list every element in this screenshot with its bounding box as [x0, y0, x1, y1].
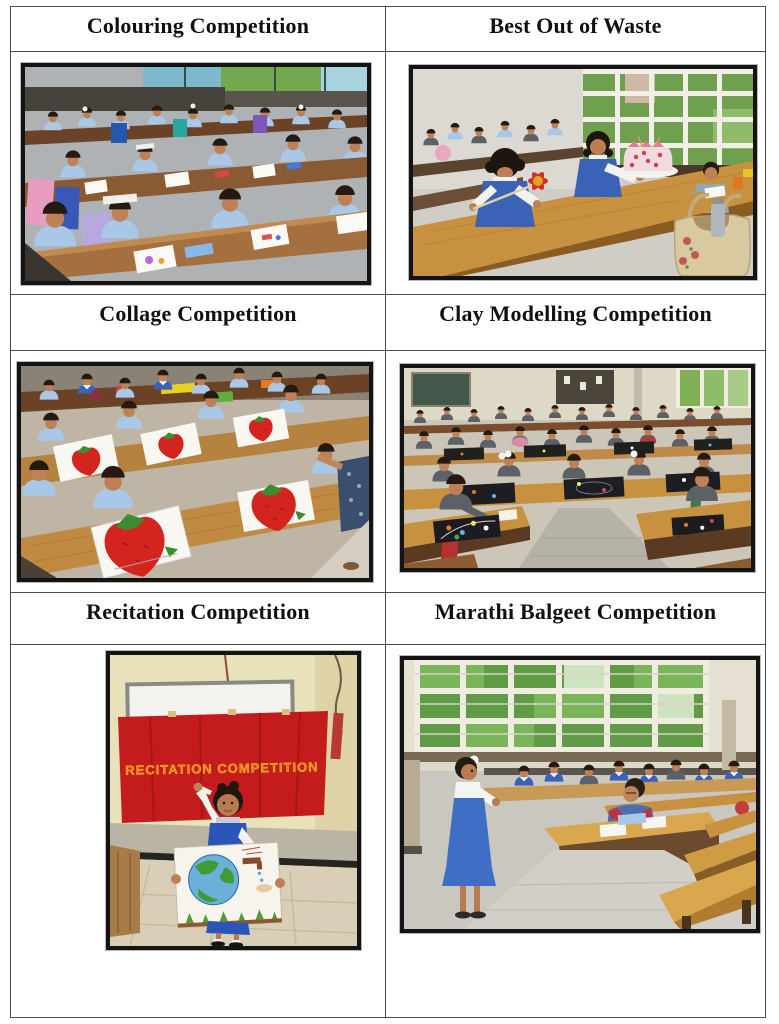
section-title: Recitation Competition — [86, 599, 310, 624]
section-title: Clay Modelling Competition — [439, 301, 712, 326]
photo-cell-best-out-of-waste — [386, 52, 765, 295]
banner-text: RECITATION COMPETITION — [125, 759, 319, 778]
photo-cell-colouring — [11, 52, 386, 295]
photo-cell-collage — [11, 351, 386, 593]
title-cell-marathi-balgeet — [386, 593, 765, 645]
photo-illustration-clay — [404, 368, 751, 568]
competition-photo-table — [10, 6, 766, 1018]
photo-illustration-recitation — [110, 655, 357, 946]
photo-cell-clay-modelling — [386, 351, 765, 593]
section-title: Collage Competition — [99, 301, 297, 326]
photo-recitation-competition — [106, 651, 361, 950]
photo-cell-marathi-balgeet — [386, 645, 765, 1017]
photo-marathi-balgeet-competition — [400, 656, 760, 933]
title-cell-clay-modelling — [386, 295, 765, 351]
photo-collage-competition — [17, 362, 373, 582]
section-title: Best Out of Waste — [489, 13, 662, 38]
photo-clay-modelling-competition — [400, 364, 755, 572]
section-title: Marathi Balgeet Competition — [434, 599, 717, 624]
photo-best-out-of-waste — [409, 65, 757, 280]
earth-poster — [174, 842, 282, 927]
photo-illustration-marathi — [404, 660, 756, 929]
title-cell-recitation — [11, 593, 386, 645]
photo-colouring-competition — [21, 63, 371, 285]
title-cell-best-out-of-waste — [386, 7, 765, 52]
photo-illustration-waste — [413, 69, 753, 276]
title-cell-colouring — [11, 7, 386, 52]
photo-illustration-collage — [21, 366, 369, 578]
section-title: Colouring Competition — [86, 13, 310, 38]
title-cell-collage — [11, 295, 386, 351]
photo-illustration-colouring — [25, 67, 367, 281]
photo-cell-recitation — [11, 645, 386, 1017]
